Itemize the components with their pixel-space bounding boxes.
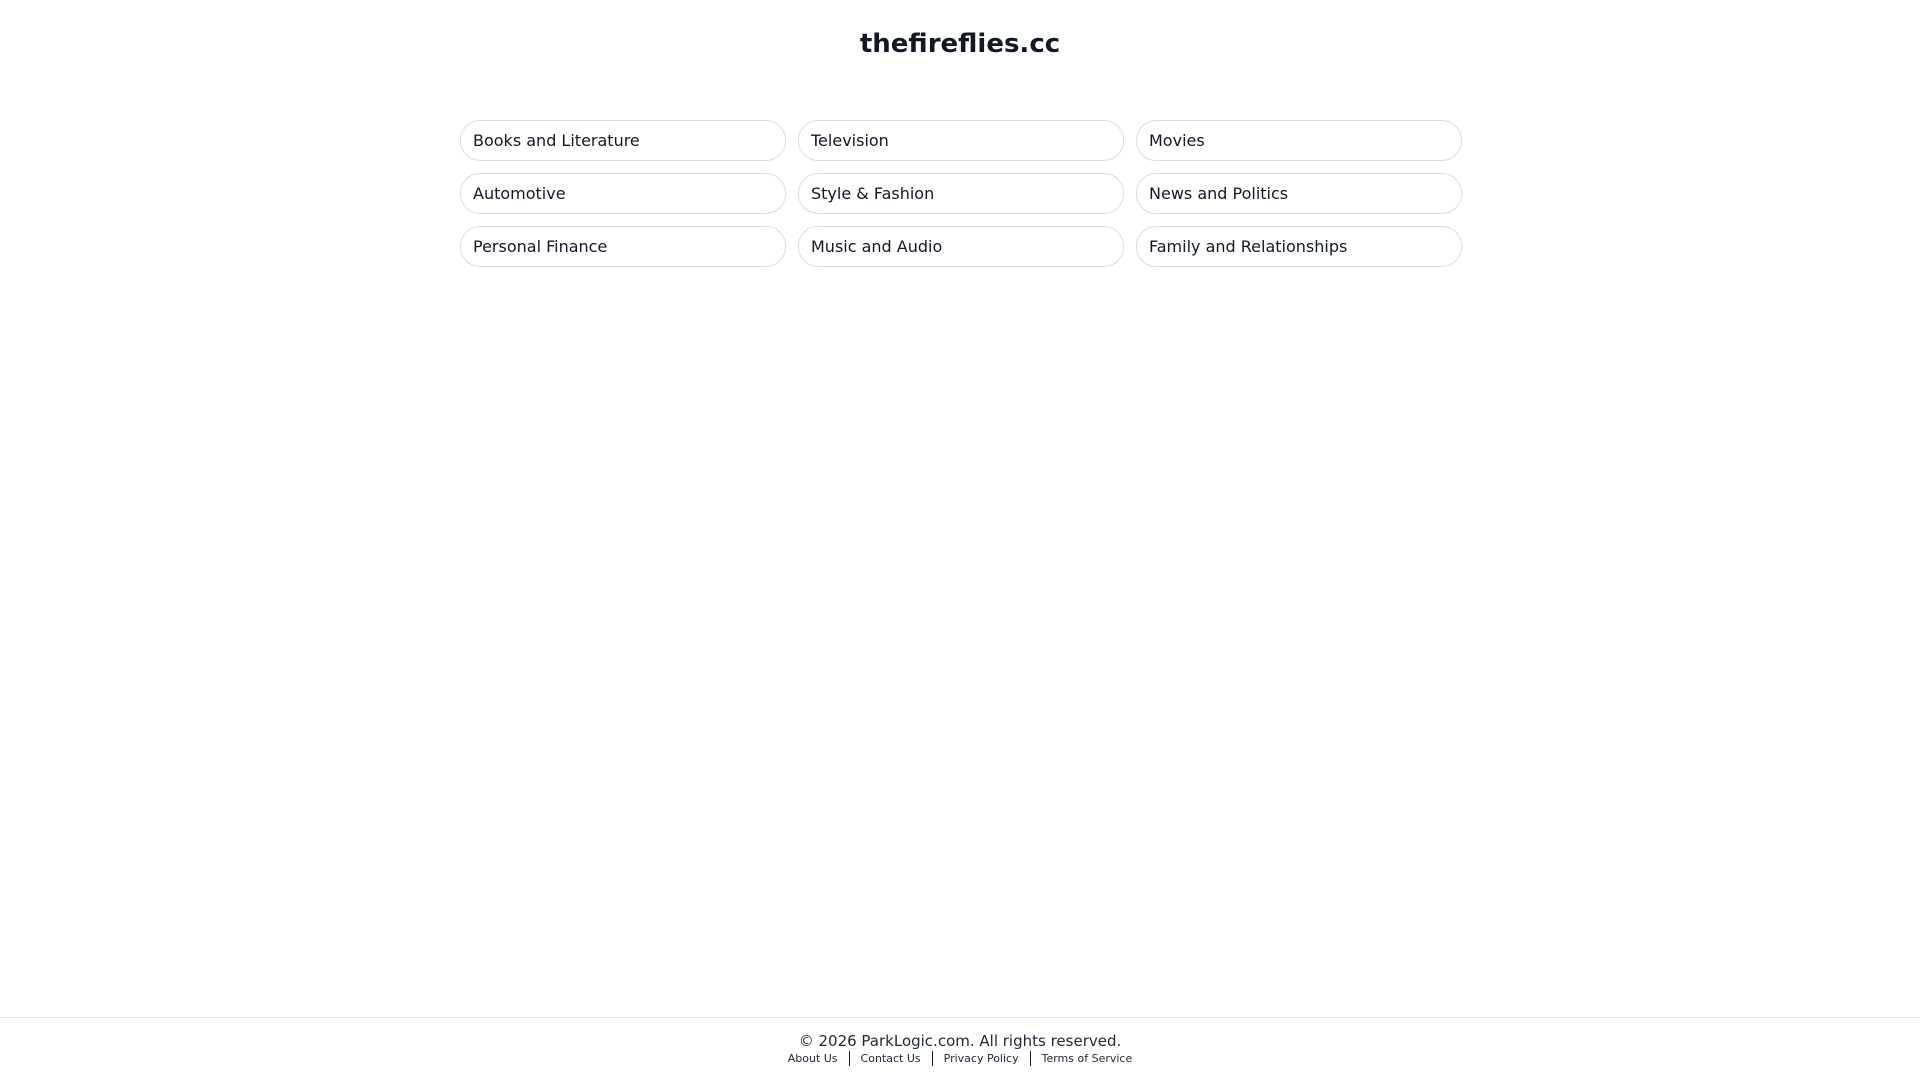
contact-us-link[interactable]: Contact Us <box>860 1051 921 1065</box>
category-style-and-fashion[interactable]: Style & Fashion <box>798 173 1124 214</box>
category-family-and-relationships[interactable]: Family and Relationships <box>1136 226 1462 267</box>
privacy-policy-link[interactable]: Privacy Policy <box>943 1051 1019 1065</box>
footer-links <box>0 1051 1920 1066</box>
category-grid <box>460 120 1460 267</box>
copyright-text: © 2026 ParkLogic.com. All rights reserved. <box>798 1032 1122 1050</box>
footer <box>0 1017 1920 1080</box>
category-books-and-literature[interactable]: Books and Literature <box>460 120 786 161</box>
site-title: thefireflies.cc <box>859 29 1061 59</box>
category-news-and-politics[interactable]: News and Politics <box>1136 173 1462 214</box>
category-movies[interactable]: Movies <box>1136 120 1462 161</box>
category-television[interactable]: Television <box>798 120 1124 161</box>
category-music-and-audio[interactable]: Music and Audio <box>798 226 1124 267</box>
category-personal-finance[interactable]: Personal Finance <box>460 226 786 267</box>
about-us-link[interactable]: About Us <box>787 1051 838 1065</box>
terms-of-service-link[interactable]: Terms of Service <box>1041 1051 1133 1065</box>
category-automotive[interactable]: Automotive <box>460 173 786 214</box>
